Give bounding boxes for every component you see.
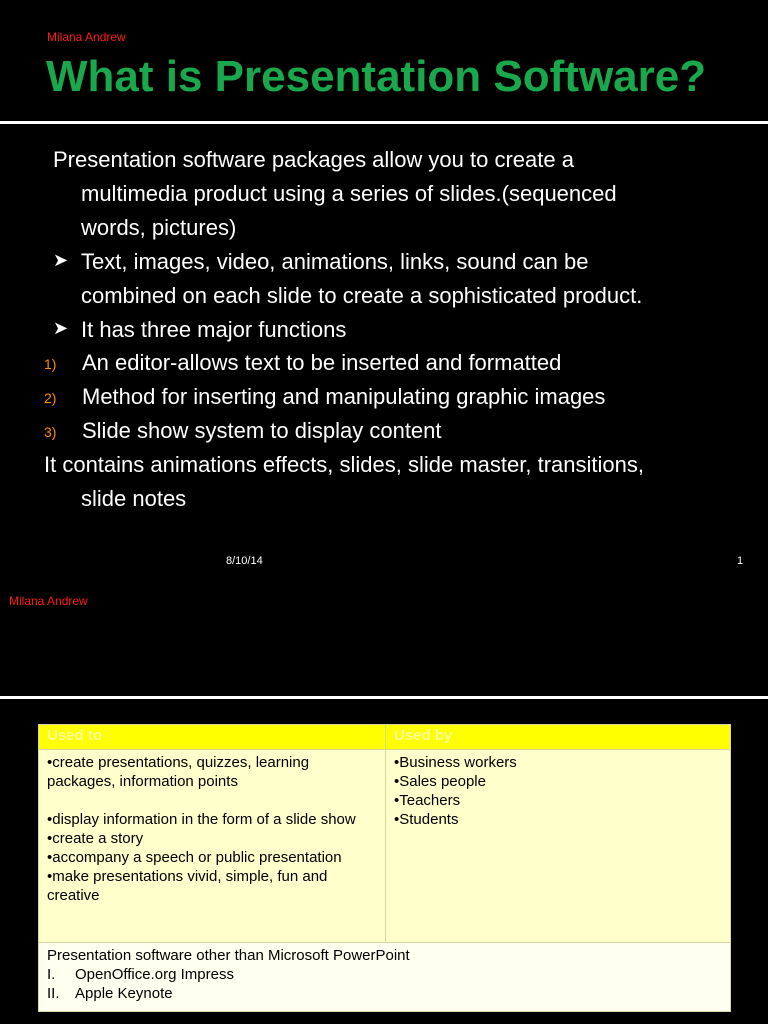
slide2-divider xyxy=(0,696,768,699)
arrow-bullet-icon: ➤ xyxy=(53,318,69,338)
function-number: 1) xyxy=(44,356,57,372)
list-item-text: Apple Keynote xyxy=(75,985,173,1002)
function-number: 3) xyxy=(44,424,57,440)
list-item: •accompany a speech or public presentation xyxy=(47,849,342,866)
intro-line-1: Presentation software packages allow you to create a xyxy=(53,147,574,172)
slide-title: What is Presentation Software? xyxy=(46,52,707,101)
other-software-title: Presentation software other than Microsoft PowerPoint xyxy=(47,947,410,964)
function-number: 2) xyxy=(44,390,57,406)
function-text: Method for inserting and manipulating graphic images xyxy=(82,384,606,409)
usage-table xyxy=(38,724,731,1012)
usage-table-wrapper xyxy=(38,724,731,1012)
bullet1-line-1: Text, images, video, animations, links, sound can be xyxy=(81,249,589,274)
header-used-to: Used to xyxy=(39,725,386,750)
list-item: •create a story xyxy=(47,830,144,847)
bullet1-line-2: combined on each slide to create a sophisticated product. xyxy=(81,283,643,308)
slide-date: 8/10/14 xyxy=(226,555,263,567)
list-item: •create presentations, quizzes, learning packages, information points xyxy=(47,754,310,790)
other-software-cell xyxy=(39,943,731,1012)
roman-numeral: I. xyxy=(47,966,56,983)
list-item-text: OpenOffice.org Impress xyxy=(75,966,234,983)
table-row xyxy=(39,750,731,943)
closing-line-1: It contains animations effects, slides, slide master, transitions, xyxy=(44,452,644,477)
list-item: •make presentations vivid, simple, fun and creative xyxy=(47,868,328,904)
function-text: An editor-allows text to be inserted and formatted xyxy=(82,350,562,375)
list-item xyxy=(47,965,722,984)
table-row xyxy=(39,943,731,1012)
roman-numeral: II. xyxy=(47,985,60,1002)
bullet2-text: It has three major functions xyxy=(81,317,347,342)
function-text: Slide show system to display content xyxy=(82,418,442,443)
arrow-bullet-icon: ➤ xyxy=(53,250,69,270)
used-by-cell xyxy=(386,750,731,943)
closing-line-2: slide notes xyxy=(81,486,187,511)
intro-line-2: multimedia product using a series of slides.(sequenced xyxy=(81,181,617,206)
title-divider xyxy=(0,121,768,124)
slide-page-number: 1 xyxy=(737,555,744,567)
slide1-author: Milana Andrew xyxy=(47,30,126,44)
list-item: •display information in the form of a slide show xyxy=(47,811,356,828)
list-item xyxy=(47,984,722,1003)
intro-line-3: words, pictures) xyxy=(81,215,237,240)
list-item: •Teachers xyxy=(394,792,461,809)
list-item: •Business workers xyxy=(394,754,517,771)
list-item: •Sales people xyxy=(394,773,486,790)
table-header-row xyxy=(39,725,731,750)
header-used-by: Used by xyxy=(386,725,731,750)
slide2-author: Milana Andrew xyxy=(9,594,88,608)
list-item: •Students xyxy=(394,811,459,828)
used-to-cell xyxy=(39,750,386,943)
spacer xyxy=(47,791,377,810)
